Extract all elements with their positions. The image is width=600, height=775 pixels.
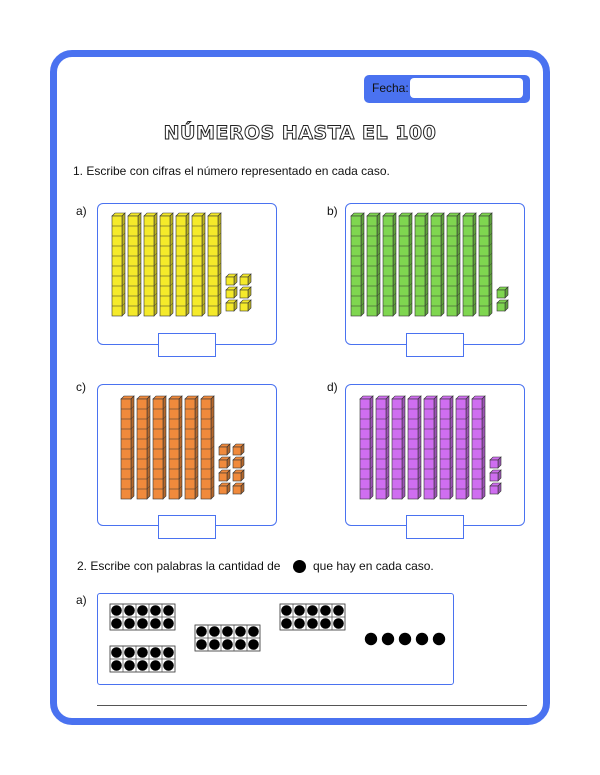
exercise-c-answer-box[interactable] bbox=[158, 515, 216, 539]
loose-dot bbox=[365, 633, 377, 645]
page-title: NÚMEROS HASTA EL 100 bbox=[163, 122, 437, 144]
exercise-b-blocks bbox=[349, 212, 524, 327]
ten-frame bbox=[280, 604, 345, 630]
ten-rod bbox=[144, 213, 157, 316]
dot bbox=[209, 626, 220, 637]
dot bbox=[111, 647, 122, 658]
dot bbox=[150, 605, 161, 616]
dot bbox=[163, 618, 174, 629]
unit-cube bbox=[233, 470, 244, 481]
dot bbox=[124, 660, 135, 671]
ten-rod bbox=[376, 396, 389, 499]
date-box bbox=[364, 75, 530, 103]
ten-rod bbox=[424, 396, 437, 499]
ten-rod bbox=[392, 396, 405, 499]
dot bbox=[320, 618, 331, 629]
ten-rod bbox=[463, 213, 476, 316]
dot bbox=[111, 605, 122, 616]
dot bbox=[307, 618, 318, 629]
ten-rod bbox=[479, 213, 492, 316]
unit-cube bbox=[240, 300, 251, 311]
dot bbox=[333, 605, 344, 616]
unit-cube bbox=[233, 483, 244, 494]
exercise-c-blocks bbox=[119, 395, 269, 510]
black-dot-icon bbox=[293, 560, 306, 573]
dot bbox=[163, 660, 174, 671]
dot bbox=[307, 605, 318, 616]
dot bbox=[163, 605, 174, 616]
ten-rod bbox=[447, 213, 460, 316]
exercise-a-blocks bbox=[110, 212, 270, 327]
unit-cube bbox=[233, 444, 244, 455]
dot bbox=[150, 660, 161, 671]
instruction-2-end: que hay en cada caso. bbox=[313, 559, 434, 573]
exercise-b-answer-box[interactable] bbox=[406, 333, 464, 357]
instruction-1: 1. Escribe con cifras el número representado en cada caso. bbox=[73, 164, 390, 178]
ten-rod bbox=[431, 213, 444, 316]
ten-rod bbox=[176, 213, 189, 316]
date-input[interactable] bbox=[410, 78, 523, 98]
ten-rod bbox=[185, 396, 198, 499]
dot bbox=[124, 605, 135, 616]
ten-rod bbox=[121, 396, 134, 499]
ten-rod bbox=[192, 213, 205, 316]
unit-cube bbox=[226, 300, 237, 311]
exercise-d-blocks bbox=[358, 395, 518, 510]
dot bbox=[281, 605, 292, 616]
exercise-d-label: d) bbox=[327, 380, 338, 394]
loose-dot bbox=[433, 633, 445, 645]
dot bbox=[294, 618, 305, 629]
unit-cube bbox=[240, 274, 251, 285]
unit-cube bbox=[219, 444, 230, 455]
ten-rod bbox=[208, 213, 221, 316]
ten-rod bbox=[201, 396, 214, 499]
ten-rod bbox=[160, 213, 173, 316]
dot bbox=[281, 618, 292, 629]
dot bbox=[137, 647, 148, 658]
dot bbox=[150, 647, 161, 658]
dot bbox=[235, 626, 246, 637]
dot bbox=[111, 660, 122, 671]
dots-area bbox=[98, 594, 455, 686]
exercise-d-answer-box[interactable] bbox=[406, 515, 464, 539]
unit-cube bbox=[490, 483, 501, 494]
unit-cube bbox=[240, 287, 251, 298]
unit-cube bbox=[497, 287, 508, 298]
ten-rod bbox=[128, 213, 141, 316]
dot bbox=[320, 605, 331, 616]
dot bbox=[111, 618, 122, 629]
unit-cube bbox=[219, 457, 230, 468]
dot bbox=[137, 618, 148, 629]
unit-cube bbox=[490, 457, 501, 468]
exercise-b-label: b) bbox=[327, 204, 338, 218]
unit-cube bbox=[219, 470, 230, 481]
ten-frame bbox=[195, 625, 260, 651]
ten-frame bbox=[110, 604, 175, 630]
ten-rod bbox=[351, 213, 364, 316]
ten-rod bbox=[415, 213, 428, 316]
unit-cube bbox=[219, 483, 230, 494]
ten-rod bbox=[367, 213, 380, 316]
ten-rod bbox=[383, 213, 396, 316]
ten-frame bbox=[110, 646, 175, 672]
dot bbox=[209, 639, 220, 650]
exercise-a-label: a) bbox=[76, 204, 87, 218]
unit-cube bbox=[226, 274, 237, 285]
dot bbox=[235, 639, 246, 650]
dot bbox=[294, 605, 305, 616]
ten-rod bbox=[408, 396, 421, 499]
dot bbox=[196, 639, 207, 650]
ten-rod bbox=[440, 396, 453, 499]
loose-dot bbox=[416, 633, 428, 645]
date-label: Fecha: bbox=[372, 81, 409, 95]
dot bbox=[137, 660, 148, 671]
unit-cube bbox=[497, 300, 508, 311]
dot bbox=[248, 639, 259, 650]
dot bbox=[333, 618, 344, 629]
unit-cube bbox=[490, 470, 501, 481]
ten-rod bbox=[169, 396, 182, 499]
dot bbox=[163, 647, 174, 658]
exercise-c-label: c) bbox=[76, 380, 86, 394]
instruction-2-start: 2. Escribe con palabras la cantidad de bbox=[77, 559, 281, 573]
ten-rod bbox=[137, 396, 150, 499]
dots-exercise-card bbox=[97, 593, 454, 685]
ten-rod bbox=[360, 396, 373, 499]
dot bbox=[124, 618, 135, 629]
loose-dot bbox=[382, 633, 394, 645]
dot bbox=[196, 626, 207, 637]
ten-rod bbox=[399, 213, 412, 316]
loose-dot bbox=[399, 633, 411, 645]
ten-rod bbox=[456, 396, 469, 499]
unit-cube bbox=[226, 287, 237, 298]
dot bbox=[124, 647, 135, 658]
ten-rod bbox=[112, 213, 125, 316]
exercise-a-answer-box[interactable] bbox=[158, 333, 216, 357]
dot bbox=[150, 618, 161, 629]
dot bbox=[137, 605, 148, 616]
ten-rod bbox=[472, 396, 485, 499]
answer-line[interactable] bbox=[97, 705, 527, 706]
dot bbox=[222, 639, 233, 650]
dot bbox=[222, 626, 233, 637]
dot bbox=[248, 626, 259, 637]
dots-exercise-label: a) bbox=[76, 593, 87, 607]
ten-rod bbox=[153, 396, 166, 499]
unit-cube bbox=[233, 457, 244, 468]
